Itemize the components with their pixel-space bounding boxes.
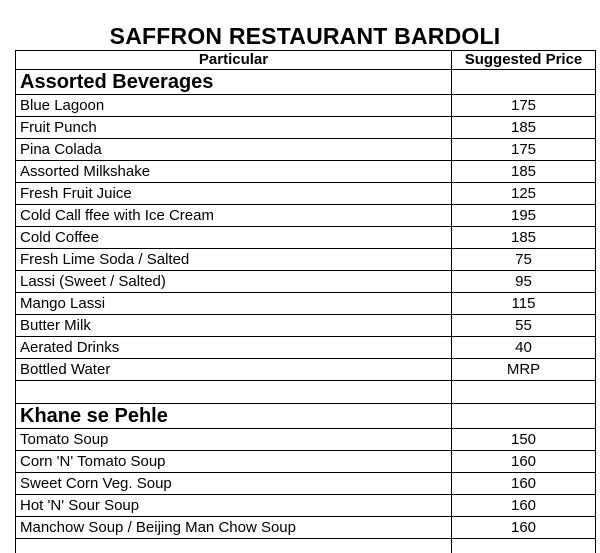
item-name: Aerated Drinks <box>16 337 452 359</box>
menu-row <box>16 249 596 271</box>
item-name: Fresh Lime Soda / Salted <box>16 249 452 271</box>
item-price: 75 <box>452 249 596 271</box>
menu-row <box>16 359 596 381</box>
menu-row <box>16 451 596 473</box>
item-name: Cold Call ffee with Ice Cream <box>16 205 452 227</box>
menu-row <box>16 495 596 517</box>
section-heading-price-cell <box>452 404 596 429</box>
blank-cell <box>452 381 596 404</box>
item-price: 175 <box>452 139 596 161</box>
item-price: 195 <box>452 205 596 227</box>
item-price: 125 <box>452 183 596 205</box>
menu-row <box>16 271 596 293</box>
cut-cell <box>452 539 596 553</box>
menu-table <box>15 50 596 553</box>
item-price: 55 <box>452 315 596 337</box>
item-name: Pina Colada <box>16 139 452 161</box>
item-name: Assorted Milkshake <box>16 161 452 183</box>
menu-row <box>16 473 596 495</box>
menu-row <box>16 139 596 161</box>
menu-row <box>16 517 596 539</box>
price-header: Suggested Price <box>452 51 596 70</box>
item-price: MRP <box>452 359 596 381</box>
item-name: Bottled Water <box>16 359 452 381</box>
item-name: Lassi (Sweet / Salted) <box>16 271 452 293</box>
item-price: 95 <box>452 271 596 293</box>
item-name: Blue Lagoon <box>16 95 452 117</box>
item-price: 160 <box>452 451 596 473</box>
item-name: Fresh Fruit Juice <box>16 183 452 205</box>
menu-row <box>16 205 596 227</box>
header-row <box>16 51 596 70</box>
item-name: Cold Coffee <box>16 227 452 249</box>
menu-row <box>16 337 596 359</box>
item-price: 160 <box>452 495 596 517</box>
item-price: 40 <box>452 337 596 359</box>
item-name: Tomato Soup <box>16 429 452 451</box>
particular-header: Particular <box>16 51 452 70</box>
blank-cell <box>16 381 452 404</box>
blank-row <box>16 381 596 404</box>
section-heading-row <box>16 70 596 95</box>
item-name: Hot 'N' Sour Soup <box>16 495 452 517</box>
item-name: Fruit Punch <box>16 117 452 139</box>
cut-cell <box>16 539 452 553</box>
item-price: 150 <box>452 429 596 451</box>
item-price: 185 <box>452 117 596 139</box>
restaurant-title: SAFFRON RESTAURANT BARDOLI <box>109 23 501 49</box>
item-price: 160 <box>452 517 596 539</box>
item-name: Sweet Corn Veg. Soup <box>16 473 452 495</box>
item-name: Mango Lassi <box>16 293 452 315</box>
menu-row <box>16 227 596 249</box>
menu-row <box>16 161 596 183</box>
item-price: 115 <box>452 293 596 315</box>
item-name: Butter Milk <box>16 315 452 337</box>
menu-row <box>16 117 596 139</box>
menu-row <box>16 429 596 451</box>
menu-row <box>16 95 596 117</box>
section-heading: Assorted Beverages <box>16 70 452 95</box>
item-price: 160 <box>452 473 596 495</box>
menu-row <box>16 293 596 315</box>
item-name: Manchow Soup / Beijing Man Chow Soup <box>16 517 452 539</box>
item-price: 185 <box>452 227 596 249</box>
section-heading-price-cell <box>452 70 596 95</box>
menu-sheet <box>15 22 595 553</box>
menu-row <box>16 183 596 205</box>
section-heading: Khane se Pehle <box>16 404 452 429</box>
cut-row <box>16 539 596 553</box>
item-price: 175 <box>452 95 596 117</box>
item-price: 185 <box>452 161 596 183</box>
section-heading-row <box>16 404 596 429</box>
item-name: Corn 'N' Tomato Soup <box>16 451 452 473</box>
menu-row <box>16 315 596 337</box>
